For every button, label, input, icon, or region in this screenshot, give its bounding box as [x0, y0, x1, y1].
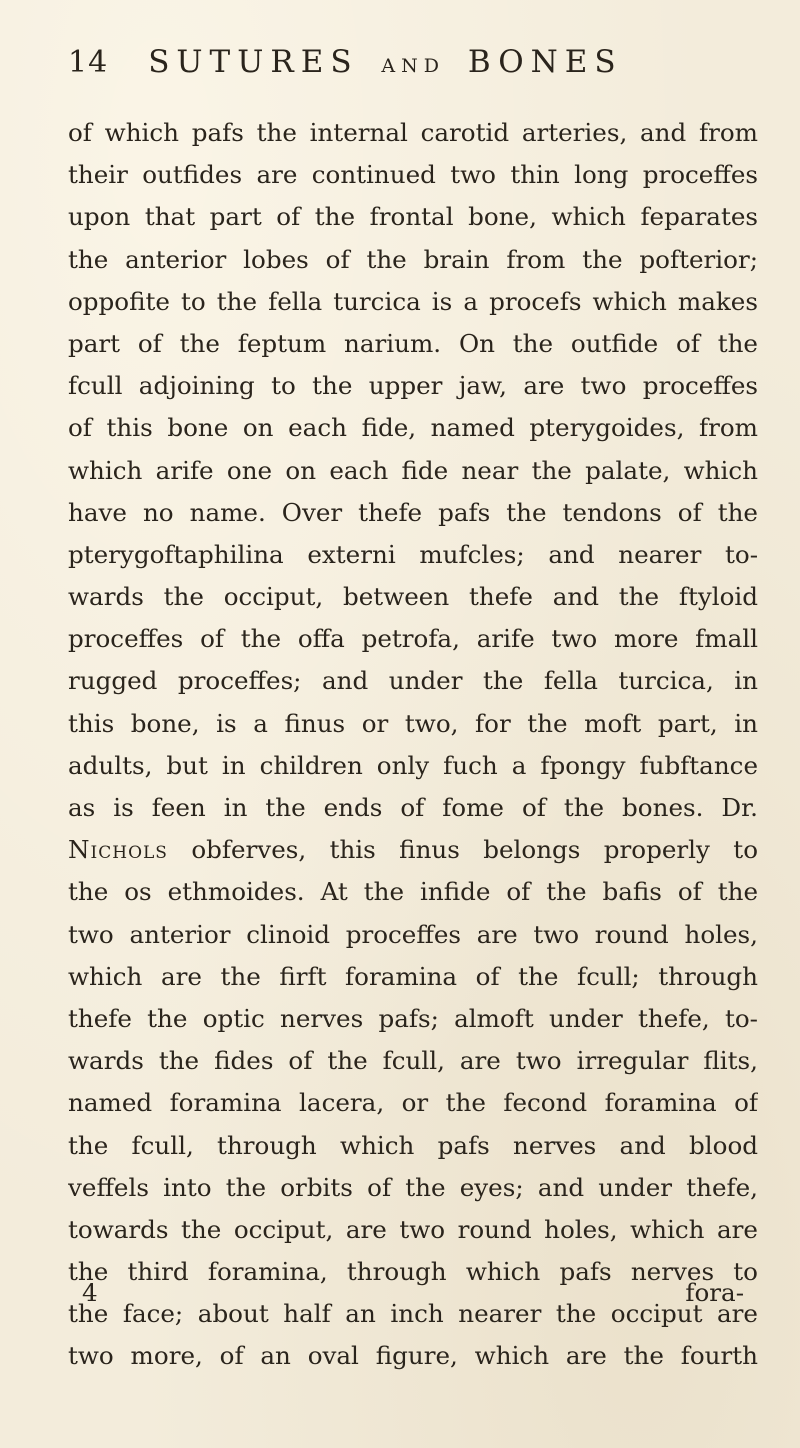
author-name: Nichols — [68, 835, 168, 865]
text-line: pterygoftaphilina externi mufcles; and nearer to- — [68, 539, 758, 569]
text-line: wards the occiput, between thefe and the ftyloid — [68, 582, 758, 612]
text-line: fcull adjoining to the upper jaw, are two proceffes — [68, 371, 758, 401]
text-line: which are the firft foramina of the fcull; through — [68, 961, 758, 991]
text-line: oppofite to the fella turcica is a procefs which makes — [68, 286, 758, 316]
text-line: their outfides are continued two thin long proceffes — [68, 160, 758, 190]
text-line: the fcull, through which pafs nerves and blood — [68, 1130, 758, 1160]
text-line: thefe the optic nerves pafs; almoft under thefe, to- — [68, 1003, 758, 1033]
text-line: two more, of an oval figure, which are the fourth — [68, 1341, 758, 1371]
text-line: named foramina lacera, or the fecond foramina of — [68, 1088, 758, 1118]
text-line: towards the occiput, are two round holes, which are — [68, 1214, 758, 1244]
text-line: this bone, is a finus or two, for the moft part, in — [68, 708, 758, 738]
text-line: the third foramina, through which pafs nerves to — [68, 1257, 758, 1287]
signature-mark: 4 — [82, 1278, 98, 1307]
text-line: two anterior clinoid proceffes are two round holes, — [68, 919, 758, 949]
running-head-and: AND — [381, 55, 446, 77]
text-line: of this bone on each fide, named pterygoides, from — [68, 413, 758, 443]
running-head-left: SUTURES — [148, 44, 359, 80]
catchword: fora- — [685, 1278, 744, 1307]
running-head — [148, 44, 622, 80]
text-line-rest: obferves, this finus belongs properly to — [167, 835, 758, 865]
body-text — [68, 112, 758, 1378]
text-line: the os ethmoides. At the infide of the bafis of the — [68, 877, 758, 907]
page-footer — [68, 1278, 758, 1322]
text-line: the anterior lobes of the brain from the pofterior; — [68, 244, 758, 274]
text-line: as is feen in the ends of fome of the bones. Dr. — [68, 793, 758, 822]
text-line: rugged proceffes; and under the fella turcica, in — [68, 666, 758, 696]
text-line: upon that part of the frontal bone, which feparates — [68, 202, 758, 232]
text-line: proceffes of the offa petrofa, arife two more fmall — [68, 624, 758, 654]
text-line: veffels into the orbits of the eyes; and under thefe, — [68, 1172, 758, 1202]
text-line: which arife one on each fide near the palate, which — [68, 455, 758, 485]
page-number: 14 — [68, 45, 109, 80]
page-header — [68, 44, 748, 92]
text-line: of which pafs the internal carotid arteries, and from — [68, 118, 758, 147]
text-line: adults, but in children only fuch a fpongy fubftance — [68, 750, 758, 780]
text-line: wards the fides of the fcull, are two irregular flits, — [68, 1046, 758, 1076]
text-line-nichols — [68, 829, 758, 871]
text-line: have no name. Over thefe pafs the tendons of the — [68, 497, 758, 527]
text-line: part of the feptum narium. On the outfide of the — [68, 328, 758, 358]
running-head-right: BONES — [467, 44, 623, 80]
text-line: the face; about half an inch nearer the occiput are — [68, 1299, 758, 1329]
